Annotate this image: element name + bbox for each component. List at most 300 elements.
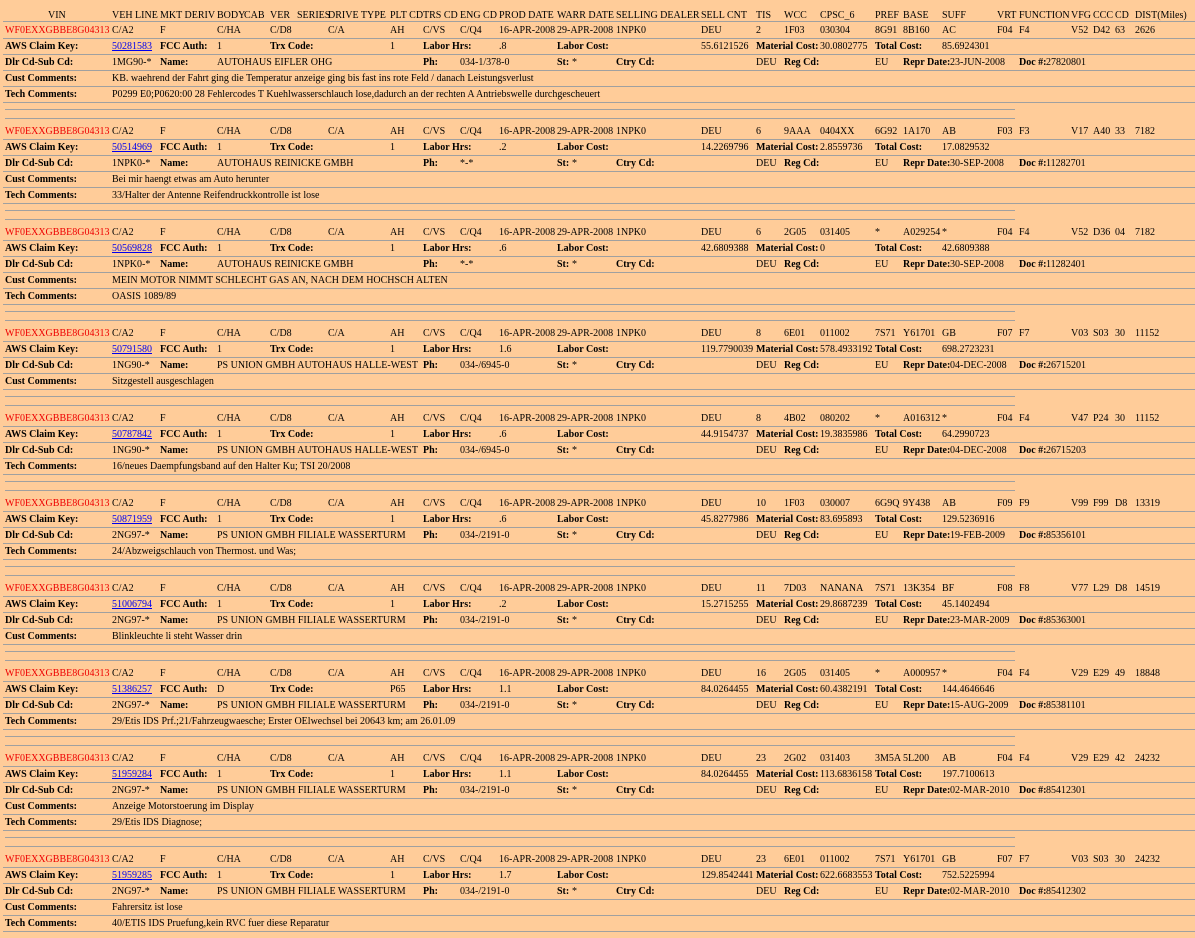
suff: GB bbox=[942, 328, 956, 339]
material-cost-label: Material Cost: bbox=[756, 684, 819, 695]
aws-claim-key-link[interactable]: 50871959 bbox=[112, 514, 152, 525]
dealer-name: PS UNION GMBH FILIALE WASSERTURM bbox=[217, 785, 406, 796]
wcc: 2G05 bbox=[784, 227, 807, 238]
dealer-name-label: Name: bbox=[160, 158, 189, 169]
aws-claim-key-link[interactable]: 50791580 bbox=[112, 344, 152, 355]
labor-cost-label: Labor Cost: bbox=[557, 41, 609, 52]
ctry-cd-label: Ctry Cd: bbox=[616, 259, 655, 270]
phone-label: Ph: bbox=[423, 57, 438, 68]
wcc: 7D03 bbox=[784, 583, 807, 594]
reg-cd: EU bbox=[875, 57, 889, 68]
trs-cd: C/Q4 bbox=[460, 753, 482, 764]
column-header: PREF bbox=[875, 10, 899, 21]
plt-cd: C/VS bbox=[423, 227, 446, 238]
state-label: St: bbox=[557, 445, 570, 456]
prod-date: 16-APR-2008 bbox=[499, 25, 556, 36]
material-cost-label: Material Cost: bbox=[756, 429, 819, 440]
trx-code-label: Trx Code: bbox=[270, 243, 314, 254]
vrt: F07 bbox=[997, 854, 1013, 865]
cd: D8 bbox=[1115, 583, 1128, 594]
dist-miles: 11152 bbox=[1135, 413, 1160, 424]
plt-cd: C/VS bbox=[423, 583, 446, 594]
cpsc: 030304 bbox=[820, 25, 850, 36]
phone-label: Ph: bbox=[423, 360, 438, 371]
total-cost-label: Total Cost: bbox=[875, 684, 923, 695]
column-header: VEH LINE bbox=[112, 10, 158, 21]
base: Y61701 bbox=[903, 854, 936, 865]
fcc-auth: 1 bbox=[217, 429, 222, 440]
tis: 23 bbox=[756, 753, 766, 764]
vin: WF0EXXGBBE8G04313 bbox=[5, 126, 110, 137]
repr-date-label: Repr Date: bbox=[903, 615, 951, 626]
selling-dealer: 1NPK0 bbox=[616, 328, 647, 339]
vfg: V47 bbox=[1071, 413, 1089, 424]
cust-comments-label: Cust Comments: bbox=[5, 801, 77, 812]
dealer-name: PS UNION GMBH AUTOHAUS HALLE-WEST bbox=[217, 445, 418, 456]
cust-comments: Blinkleuchte li steht Wasser drin bbox=[112, 631, 243, 642]
fcc-auth: D bbox=[217, 684, 225, 695]
record-separator bbox=[5, 320, 1015, 321]
fcc-auth-label: FCC Auth: bbox=[160, 344, 208, 355]
series: C/A bbox=[328, 668, 345, 679]
phone-label: Ph: bbox=[423, 530, 438, 541]
record-separator bbox=[5, 490, 1015, 491]
total-cost-label: Total Cost: bbox=[875, 41, 923, 52]
row-divider bbox=[3, 915, 1195, 916]
column-header: VFG bbox=[1071, 10, 1092, 21]
aws-claim-key-label: AWS Claim Key: bbox=[5, 243, 79, 254]
labor-hrs-label: Labor Hrs: bbox=[423, 514, 472, 525]
labor-hrs-label: Labor Hrs: bbox=[423, 870, 472, 881]
ctry-cd-label: Ctry Cd: bbox=[616, 700, 655, 711]
trs-cd: C/Q4 bbox=[460, 227, 482, 238]
labor-cost-label: Labor Cost: bbox=[557, 429, 609, 440]
ctry-cd: DEU bbox=[756, 785, 777, 796]
material-cost: 622.6683553 bbox=[820, 870, 873, 881]
series: C/A bbox=[328, 328, 345, 339]
fcc-auth-label: FCC Auth: bbox=[160, 870, 208, 881]
doc-number: 85381101 bbox=[1046, 700, 1086, 711]
body: C/HA bbox=[217, 498, 241, 509]
labor-cost: 15.2715255 bbox=[701, 599, 749, 610]
body: C/HA bbox=[217, 854, 241, 865]
body: C/HA bbox=[217, 583, 241, 594]
dealer-name-label: Name: bbox=[160, 785, 189, 796]
record-separator bbox=[5, 837, 1015, 838]
sell-cnt: DEU bbox=[701, 413, 722, 424]
aws-claim-key-label: AWS Claim Key: bbox=[5, 514, 79, 525]
aws-claim-key-link[interactable]: 50514969 bbox=[112, 142, 152, 153]
ctry-cd: DEU bbox=[756, 259, 777, 270]
material-cost-label: Material Cost: bbox=[756, 243, 819, 254]
reg-cd: EU bbox=[875, 886, 889, 897]
tech-comments: 24/Abzweigschlauch von Thermost. und Was; bbox=[112, 546, 297, 557]
dlr-cd-sub-cd: 2NG97-* bbox=[112, 700, 150, 711]
column-header: DIST(Miles) bbox=[1135, 10, 1187, 21]
record-separator bbox=[5, 210, 1015, 211]
cd: 49 bbox=[1115, 668, 1125, 679]
total-cost: 42.6809388 bbox=[942, 243, 990, 254]
record-separator bbox=[5, 660, 1015, 661]
aws-claim-key-link[interactable]: 51959285 bbox=[112, 870, 152, 881]
cust-comments: Fahrersitz ist lose bbox=[112, 902, 183, 913]
tech-comments: OASIS 1089/89 bbox=[112, 291, 177, 302]
trs-cd: C/Q4 bbox=[460, 328, 482, 339]
suff: GB bbox=[942, 854, 956, 865]
suff: AB bbox=[942, 753, 956, 764]
record-separator bbox=[5, 566, 1015, 567]
labor-cost-label: Labor Cost: bbox=[557, 243, 609, 254]
cab: C/D8 bbox=[270, 583, 292, 594]
doc-label: Doc #: bbox=[1019, 700, 1047, 711]
state: * bbox=[572, 785, 577, 796]
mkt-deriv: F bbox=[160, 498, 166, 509]
trs-cd: C/Q4 bbox=[460, 854, 482, 865]
aws-claim-key-link[interactable]: 50569828 bbox=[112, 243, 152, 254]
aws-claim-key-link[interactable]: 51386257 bbox=[112, 684, 152, 695]
cust-comments-label: Cust Comments: bbox=[5, 902, 77, 913]
dlr-cd-sub-cd: 1NG90-* bbox=[112, 445, 150, 456]
cust-comments-label: Cust Comments: bbox=[5, 376, 77, 387]
labor-hrs: 1.7 bbox=[499, 870, 512, 881]
prod-date: 16-APR-2008 bbox=[499, 583, 556, 594]
ctry-cd: DEU bbox=[756, 700, 777, 711]
total-cost: 129.5236916 bbox=[942, 514, 995, 525]
repr-date: 30-SEP-2008 bbox=[950, 158, 1004, 169]
material-cost-label: Material Cost: bbox=[756, 769, 819, 780]
row-divider bbox=[3, 681, 1195, 682]
dlr-cd-sub-cd: 1NPK0-* bbox=[112, 158, 151, 169]
material-cost: 578.4933192 bbox=[820, 344, 873, 355]
trx-code: 1 bbox=[390, 344, 395, 355]
column-header: SELL CNT bbox=[701, 10, 748, 21]
column-header: DRIVE TYPE bbox=[328, 10, 386, 21]
repr-date: 23-JUN-2008 bbox=[950, 57, 1005, 68]
reg-cd: EU bbox=[875, 785, 889, 796]
vrt: F04 bbox=[997, 227, 1013, 238]
row-divider bbox=[3, 511, 1195, 512]
doc-label: Doc #: bbox=[1019, 360, 1047, 371]
row-divider bbox=[3, 171, 1195, 172]
aws-claim-key-link[interactable]: 50787842 bbox=[112, 429, 152, 440]
cab: C/D8 bbox=[270, 498, 292, 509]
ctry-cd-label: Ctry Cd: bbox=[616, 158, 655, 169]
veh-line: C/A2 bbox=[112, 126, 134, 137]
labor-hrs: .8 bbox=[499, 41, 507, 52]
aws-claim-key-link[interactable]: 51006794 bbox=[112, 599, 152, 610]
trx-code-label: Trx Code: bbox=[270, 870, 314, 881]
suff: AB bbox=[942, 498, 956, 509]
dlr-cd-sub-cd-label: Dlr Cd-Sub Cd: bbox=[5, 158, 74, 169]
tis: 10 bbox=[756, 498, 766, 509]
ctry-cd-label: Ctry Cd: bbox=[616, 785, 655, 796]
warr-date: 29-APR-2008 bbox=[557, 227, 614, 238]
cd: 30 bbox=[1115, 413, 1125, 424]
fcc-auth: 1 bbox=[217, 769, 222, 780]
row-divider bbox=[3, 458, 1195, 459]
row-divider bbox=[3, 442, 1195, 443]
ctry-cd-label: Ctry Cd: bbox=[616, 360, 655, 371]
row-divider bbox=[3, 782, 1195, 783]
plt-cd: C/VS bbox=[423, 413, 446, 424]
dlr-cd-sub-cd: 2NG97-* bbox=[112, 615, 150, 626]
ccc: P24 bbox=[1093, 413, 1109, 424]
vfg: V03 bbox=[1071, 328, 1089, 339]
warr-date: 29-APR-2008 bbox=[557, 668, 614, 679]
reg-cd-label: Reg Cd: bbox=[784, 785, 820, 796]
labor-cost: 45.8277986 bbox=[701, 514, 749, 525]
state-label: St: bbox=[557, 886, 570, 897]
total-cost-label: Total Cost: bbox=[875, 599, 923, 610]
function: F9 bbox=[1019, 498, 1030, 509]
ctry-cd: DEU bbox=[756, 445, 777, 456]
veh-line: C/A2 bbox=[112, 854, 134, 865]
labor-hrs: .6 bbox=[499, 429, 507, 440]
dlr-cd-sub-cd-label: Dlr Cd-Sub Cd: bbox=[5, 530, 74, 541]
suff: * bbox=[942, 668, 947, 679]
sell-cnt: DEU bbox=[701, 583, 722, 594]
reg-cd: EU bbox=[875, 530, 889, 541]
reg-cd-label: Reg Cd: bbox=[784, 57, 820, 68]
dealer-name-label: Name: bbox=[160, 615, 189, 626]
vin: WF0EXXGBBE8G04313 bbox=[5, 498, 110, 509]
dealer-name: PS UNION GMBH FILIALE WASSERTURM bbox=[217, 615, 406, 626]
repr-date: 04-DEC-2008 bbox=[950, 360, 1007, 371]
function: F4 bbox=[1019, 25, 1030, 36]
phone: 034-/2191-0 bbox=[460, 615, 510, 626]
repr-date: 19-FEB-2009 bbox=[950, 530, 1005, 541]
ctry-cd: DEU bbox=[756, 57, 777, 68]
doc-number: 85363001 bbox=[1046, 615, 1086, 626]
vfg: V52 bbox=[1071, 227, 1089, 238]
trx-code: P65 bbox=[390, 684, 406, 695]
reg-cd-label: Reg Cd: bbox=[784, 445, 820, 456]
tech-comments: 40/ETIS IDS Pruefung,kein RVC fuer diese Reparatur bbox=[112, 918, 330, 929]
tech-comments-label: Tech Comments: bbox=[5, 461, 78, 472]
phone: 034-/2191-0 bbox=[460, 886, 510, 897]
column-header: CCC bbox=[1093, 10, 1114, 21]
sell-cnt: DEU bbox=[701, 25, 722, 36]
material-cost: 0 bbox=[820, 243, 825, 254]
pref: 6G9Q bbox=[875, 498, 900, 509]
tis: 11 bbox=[756, 583, 766, 594]
vrt: F04 bbox=[997, 753, 1013, 764]
phone: 034-/6945-0 bbox=[460, 445, 510, 456]
mkt-deriv: F bbox=[160, 668, 166, 679]
cd: D8 bbox=[1115, 498, 1128, 509]
dlr-cd-sub-cd: 2NG97-* bbox=[112, 886, 150, 897]
state-label: St: bbox=[557, 785, 570, 796]
aws-claim-key-link[interactable]: 51959284 bbox=[112, 769, 152, 780]
tech-comments-label: Tech Comments: bbox=[5, 291, 78, 302]
record-separator bbox=[5, 219, 1015, 220]
total-cost: 752.5225994 bbox=[942, 870, 995, 881]
dlr-cd-sub-cd: 1NG90-* bbox=[112, 360, 150, 371]
base: 8B160 bbox=[903, 25, 930, 36]
doc-number: 85412302 bbox=[1046, 886, 1086, 897]
state: * bbox=[572, 615, 577, 626]
phone-label: Ph: bbox=[423, 158, 438, 169]
selling-dealer: 1NPK0 bbox=[616, 583, 647, 594]
ccc: S03 bbox=[1093, 854, 1109, 865]
veh-line: C/A2 bbox=[112, 753, 134, 764]
series: C/A bbox=[328, 126, 345, 137]
mkt-deriv: F bbox=[160, 413, 166, 424]
vin: WF0EXXGBBE8G04313 bbox=[5, 668, 110, 679]
base: A000957 bbox=[903, 668, 941, 679]
vin: WF0EXXGBBE8G04313 bbox=[5, 753, 110, 764]
row-divider bbox=[3, 373, 1195, 374]
aws-claim-key-link[interactable]: 50281583 bbox=[112, 41, 152, 52]
row-divider bbox=[3, 713, 1195, 714]
mkt-deriv: F bbox=[160, 227, 166, 238]
ctry-cd: DEU bbox=[756, 360, 777, 371]
repr-date-label: Repr Date: bbox=[903, 785, 951, 796]
tis: 16 bbox=[756, 668, 766, 679]
function: F7 bbox=[1019, 328, 1030, 339]
column-header: TIS bbox=[756, 10, 771, 21]
repr-date: 23-MAR-2009 bbox=[950, 615, 1010, 626]
trx-code-label: Trx Code: bbox=[270, 429, 314, 440]
trx-code-label: Trx Code: bbox=[270, 344, 314, 355]
base: A029254 bbox=[903, 227, 941, 238]
cust-comments: Anzeige Motorstoerung im Display bbox=[112, 801, 254, 812]
tech-comments: 29/Etis IDS Prf.;21/Fahrzeugwaesche; Erster OElwechsel bei 20643 km; am 26.01.09 bbox=[112, 716, 456, 727]
aws-claim-key-label: AWS Claim Key: bbox=[5, 684, 79, 695]
cust-comments-label: Cust Comments: bbox=[5, 275, 77, 286]
doc-number: 11282701 bbox=[1046, 158, 1086, 169]
body: C/HA bbox=[217, 227, 241, 238]
suff: AB bbox=[942, 126, 956, 137]
row-divider bbox=[3, 240, 1195, 241]
tech-comments-label: Tech Comments: bbox=[5, 89, 78, 100]
mkt-deriv: F bbox=[160, 753, 166, 764]
selling-dealer: 1NPK0 bbox=[616, 25, 647, 36]
row-divider bbox=[3, 102, 1195, 103]
repr-date-label: Repr Date: bbox=[903, 700, 951, 711]
body: C/HA bbox=[217, 753, 241, 764]
aws-claim-key-label: AWS Claim Key: bbox=[5, 41, 79, 52]
base: 13K354 bbox=[903, 583, 936, 594]
selling-dealer: 1NPK0 bbox=[616, 126, 647, 137]
column-header: PROD DATE bbox=[499, 10, 554, 21]
material-cost-label: Material Cost: bbox=[756, 41, 819, 52]
labor-hrs-label: Labor Hrs: bbox=[423, 769, 472, 780]
cust-comments: Bei mir haengt etwas am Auto herunter bbox=[112, 174, 270, 185]
cd: 04 bbox=[1115, 227, 1125, 238]
row-divider bbox=[3, 596, 1195, 597]
cab: C/D8 bbox=[270, 854, 292, 865]
vin: WF0EXXGBBE8G04313 bbox=[5, 227, 110, 238]
row-divider bbox=[3, 389, 1195, 390]
dlr-cd-sub-cd-label: Dlr Cd-Sub Cd: bbox=[5, 785, 74, 796]
cab: C/D8 bbox=[270, 25, 292, 36]
row-divider bbox=[3, 70, 1195, 71]
labor-hrs: 1.1 bbox=[499, 684, 512, 695]
cust-comments-label: Cust Comments: bbox=[5, 73, 77, 84]
warr-date: 29-APR-2008 bbox=[557, 583, 614, 594]
fcc-auth-label: FCC Auth: bbox=[160, 41, 208, 52]
mkt-deriv: F bbox=[160, 126, 166, 137]
labor-cost: 44.9154737 bbox=[701, 429, 749, 440]
veh-line: C/A2 bbox=[112, 227, 134, 238]
cpsc: 031405 bbox=[820, 668, 850, 679]
trx-code: 1 bbox=[390, 243, 395, 254]
wcc: 2G02 bbox=[784, 753, 807, 764]
total-cost: 698.2723231 bbox=[942, 344, 995, 355]
fcc-auth-label: FCC Auth: bbox=[160, 514, 208, 525]
phone-label: Ph: bbox=[423, 700, 438, 711]
repr-date-label: Repr Date: bbox=[903, 530, 951, 541]
selling-dealer: 1NPK0 bbox=[616, 413, 647, 424]
base: 9Y438 bbox=[903, 498, 931, 509]
reg-cd-label: Reg Cd: bbox=[784, 259, 820, 270]
phone: 034-/6945-0 bbox=[460, 360, 510, 371]
state-label: St: bbox=[557, 57, 570, 68]
labor-cost-label: Labor Cost: bbox=[557, 684, 609, 695]
column-header: VER bbox=[270, 10, 290, 21]
prod-date: 16-APR-2008 bbox=[499, 328, 556, 339]
body: C/HA bbox=[217, 413, 241, 424]
state-label: St: bbox=[557, 259, 570, 270]
ctry-cd-label: Ctry Cd: bbox=[616, 886, 655, 897]
column-header: BASE bbox=[903, 10, 929, 21]
phone: *-* bbox=[460, 259, 474, 270]
state: * bbox=[572, 57, 577, 68]
labor-hrs-label: Labor Hrs: bbox=[423, 142, 472, 153]
total-cost-label: Total Cost: bbox=[875, 344, 923, 355]
dist-miles: 24232 bbox=[1135, 753, 1160, 764]
row-divider bbox=[3, 54, 1195, 55]
total-cost: 45.1402494 bbox=[942, 599, 990, 610]
column-header: PLT CD bbox=[390, 10, 424, 21]
phone: *-* bbox=[460, 158, 474, 169]
trx-code-label: Trx Code: bbox=[270, 684, 314, 695]
row-divider bbox=[3, 203, 1195, 204]
vin: WF0EXXGBBE8G04313 bbox=[5, 854, 110, 865]
reg-cd: EU bbox=[875, 445, 889, 456]
cpsc: 031405 bbox=[820, 227, 850, 238]
cab: C/D8 bbox=[270, 753, 292, 764]
vin: WF0EXXGBBE8G04313 bbox=[5, 328, 110, 339]
body: C/HA bbox=[217, 328, 241, 339]
reg-cd: EU bbox=[875, 158, 889, 169]
body: C/HA bbox=[217, 25, 241, 36]
drive-type: AH bbox=[390, 25, 405, 36]
material-cost-label: Material Cost: bbox=[756, 344, 819, 355]
column-header: VIN bbox=[48, 10, 66, 21]
reg-cd-label: Reg Cd: bbox=[784, 360, 820, 371]
trx-code: 1 bbox=[390, 870, 395, 881]
base: A016312 bbox=[903, 413, 941, 424]
labor-hrs: .2 bbox=[499, 599, 507, 610]
ctry-cd-label: Ctry Cd: bbox=[616, 530, 655, 541]
veh-line: C/A2 bbox=[112, 668, 134, 679]
cab: C/D8 bbox=[270, 413, 292, 424]
total-cost-label: Total Cost: bbox=[875, 769, 923, 780]
record-separator bbox=[5, 745, 1015, 746]
plt-cd: C/VS bbox=[423, 328, 446, 339]
state: * bbox=[572, 530, 577, 541]
labor-hrs: .6 bbox=[499, 514, 507, 525]
trx-code-label: Trx Code: bbox=[270, 769, 314, 780]
trx-code: 1 bbox=[390, 429, 395, 440]
column-header: WARR DATE bbox=[557, 10, 614, 21]
labor-cost: 14.2269796 bbox=[701, 142, 749, 153]
vin: WF0EXXGBBE8G04313 bbox=[5, 583, 110, 594]
repr-date-label: Repr Date: bbox=[903, 158, 951, 169]
warr-date: 29-APR-2008 bbox=[557, 413, 614, 424]
